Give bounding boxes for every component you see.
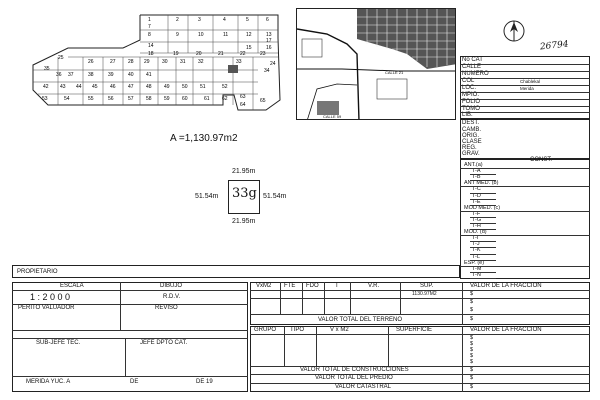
lot-label: 8: [148, 32, 151, 38]
land-total-label: VALOR TOTAL DEL TERRENO: [318, 317, 403, 323]
lot-label: 44: [76, 84, 82, 90]
land-header: FDO: [306, 283, 319, 289]
const-row-label: T-D: [472, 192, 481, 199]
build-dollar: $: [470, 335, 474, 341]
lot-label: 28: [128, 59, 134, 65]
land-fraction-header: VALOR DE LA FRACCION: [470, 283, 542, 289]
propietario-box: [12, 265, 460, 278]
lot-label: 31: [180, 59, 186, 65]
land-header: FTE: [284, 283, 296, 289]
land-header: SUP.: [420, 283, 434, 289]
lot-label: 57: [128, 96, 134, 102]
total-dollar: $: [470, 375, 474, 381]
valor-catastral-label: VALOR CATASTRAL: [335, 384, 392, 390]
lot-label: 37: [68, 72, 74, 78]
lot-label: 23: [260, 51, 266, 57]
const-row-label: T-N: [472, 271, 481, 278]
lot-label: 45: [92, 84, 98, 90]
lot-label: 13: [266, 32, 272, 38]
lot-label: 50: [182, 84, 188, 90]
lot-label: 12: [246, 32, 252, 38]
location-map: [296, 8, 456, 120]
area-text: A =1,130.97m2: [170, 133, 238, 144]
lot-label: 64: [240, 102, 246, 108]
lot-label: 10: [198, 32, 204, 38]
const-row-divider: [470, 223, 496, 224]
const-row-label: T-F: [472, 210, 481, 217]
field-label: FOLIO: [462, 99, 481, 105]
lot-number: 33g: [232, 186, 257, 201]
lot-label: 59: [164, 96, 170, 102]
street-label: CALLE 59: [323, 114, 342, 119]
field-label: LIB.: [462, 112, 473, 118]
lot-label: 6: [266, 17, 269, 23]
lot-label: 33: [236, 59, 242, 65]
lot-label: 18: [148, 51, 154, 57]
lot-label: 56: [108, 96, 114, 102]
lot-label: 61: [204, 96, 210, 102]
lot-label: 51: [200, 84, 206, 90]
build-dollar: $: [470, 353, 474, 359]
lot-label: 38: [88, 72, 94, 78]
lot-top-dimension: 21.95m: [232, 168, 256, 175]
subjefe-label: SUB-JEFE TEC.: [36, 340, 81, 346]
field-label: NUMERO: [462, 71, 489, 77]
lot-label: 41: [146, 72, 152, 78]
dest-label: CAMB.: [462, 127, 482, 133]
field-label: CALLE: [462, 64, 482, 70]
dest-label: CLASE: [462, 139, 482, 145]
lot-label: 30: [162, 59, 168, 65]
drawing-value: R.D.V.: [163, 294, 181, 300]
const-row-label: ESP. (e): [464, 259, 485, 266]
const-row-label: T-I: [472, 235, 479, 242]
lot-label: 62: [222, 96, 228, 102]
dest-label: GRAV.: [462, 151, 480, 157]
lot-label: 40: [128, 72, 134, 78]
lot-label: 42: [43, 84, 49, 90]
folio-stamp: 26794: [539, 39, 570, 53]
lot-label: 5: [246, 17, 249, 23]
lot-label: 21: [218, 51, 224, 57]
street-label: CALLE 21: [385, 70, 404, 75]
const-row-divider: [470, 241, 496, 242]
jefe-label: JEFE DPTO CAT.: [140, 340, 188, 346]
footer-de-year: DE 19: [196, 379, 213, 385]
const-row-divider: [460, 266, 590, 267]
lot-label: 39: [108, 72, 114, 78]
lot-label: 20: [196, 51, 202, 57]
const-row-divider: [460, 235, 590, 236]
const-row-label: T-L: [472, 253, 480, 260]
const-row-label: ANT.(a): [464, 162, 483, 168]
lot-label: 1: [148, 17, 151, 23]
const-row-divider: [470, 174, 496, 175]
lot-label: 29: [144, 59, 150, 65]
lot-label: 65: [260, 98, 266, 104]
land-dollar: $: [470, 291, 474, 297]
build-header: GRUPO: [254, 327, 277, 333]
footer-de: DE: [130, 379, 139, 385]
land-sup-value: 1130.97M2: [412, 291, 437, 297]
block-map: [28, 10, 288, 115]
const-row-divider: [470, 180, 496, 181]
land-dollar: $: [470, 307, 474, 313]
field-label: No CAT: [462, 57, 483, 63]
const-row-label: T-M: [472, 265, 482, 272]
const-row-divider: [470, 229, 496, 230]
lot-label: 11: [223, 32, 229, 38]
lot-label: 60: [182, 96, 188, 102]
const-row-divider: [460, 168, 590, 169]
const-row-divider: [470, 254, 496, 255]
build-header: TIPO: [290, 327, 305, 333]
const-row-label: T-K: [472, 247, 481, 254]
scale-value: 1 : 2 0 0 0: [30, 292, 71, 302]
lot-bottom-dimension: 21.95m: [232, 218, 256, 225]
const-row-divider: [470, 217, 496, 218]
lot-label: 53: [42, 96, 48, 102]
lot-diagram: [190, 166, 300, 230]
lot-label: 9: [176, 32, 179, 38]
lot-label: 52: [222, 84, 228, 90]
lot-label: 63: [240, 94, 246, 100]
const-row-divider: [470, 260, 496, 261]
lot-label: 35: [44, 66, 50, 72]
lot-right-dimension: 51.54m: [263, 193, 287, 200]
build-fraction-header: VALOR DE LA FRACCION: [470, 327, 542, 333]
perito-label: PERITO VALUADOR: [18, 305, 75, 311]
const-row-divider: [470, 278, 496, 279]
total-predio-label: VALOR TOTAL DEL PREDIO: [315, 375, 393, 381]
land-dollar: $: [470, 316, 474, 322]
selected-lot-marker: [228, 65, 238, 73]
land-header: I: [336, 283, 338, 289]
field-value: Chablekal: [520, 79, 541, 84]
const-row-label: T-G: [472, 216, 482, 223]
lot-label: 43: [60, 84, 66, 90]
lot-label: 26: [88, 59, 94, 65]
build-dollar: $: [470, 347, 474, 353]
const-row-label: T-E: [472, 198, 481, 205]
build-dollar: $: [470, 341, 474, 347]
lot-label: 16: [266, 45, 272, 51]
lot-label: 36: [56, 72, 62, 78]
lot-label: 25: [58, 55, 64, 61]
const-row-label: MOD MED. (c): [464, 204, 501, 211]
lot-label: 14: [148, 43, 154, 49]
land-header: VxM2: [256, 283, 272, 289]
drawing-label: DIBUJO: [160, 283, 183, 289]
lot-label: 17: [266, 38, 272, 44]
lot-label: 48: [146, 84, 152, 90]
const-row-divider: [470, 247, 496, 248]
dest-label: REG.: [462, 145, 477, 151]
lot-label: 3: [198, 17, 201, 23]
reviso-label: REVISO: [155, 305, 178, 311]
field-value: Merida: [520, 86, 534, 91]
propietario-label: PROPIETARIO: [17, 269, 58, 275]
const-row-divider: [460, 186, 590, 187]
dest-label: DEST.: [462, 120, 480, 126]
lot-label: 32: [198, 59, 204, 65]
build-dollar: $: [470, 367, 474, 373]
lot-label: 24: [270, 61, 276, 67]
lot-label: 27: [110, 59, 116, 65]
build-header: V x M2: [330, 327, 349, 333]
lot-label: 46: [110, 84, 116, 90]
lot-label: 4: [223, 17, 226, 23]
const-row-divider: [470, 205, 496, 206]
field-label: COL: [462, 78, 475, 84]
lot-label: 55: [88, 96, 94, 102]
const-row-divider: [470, 193, 496, 194]
lot-label: 47: [128, 84, 134, 90]
lot-label: 58: [146, 96, 152, 102]
lot-label: 15: [246, 45, 252, 51]
lot-label: 49: [164, 84, 170, 90]
footer-city: MERIDA YUC. A: [26, 379, 71, 385]
lot-label: 19: [173, 51, 179, 57]
const-row-divider: [470, 199, 496, 200]
land-dollar: $: [470, 299, 474, 305]
const-row-divider: [470, 272, 496, 273]
lot-label: 34: [264, 68, 270, 74]
lot-label: 2: [176, 17, 179, 23]
field-label: TOMO: [462, 106, 480, 112]
const-row-divider: [460, 211, 590, 212]
field-label: LOC.: [462, 85, 477, 91]
field-label: MPIO.: [462, 92, 480, 98]
const-row-label: ANT MED. (b): [464, 180, 499, 187]
total-dollar: $: [470, 384, 474, 390]
build-dollar: $: [470, 359, 474, 365]
const-row-label: T-B: [472, 174, 481, 181]
north-arrow-icon: [503, 20, 525, 42]
lot-label: 7: [148, 24, 151, 30]
lot-label: 54: [64, 96, 70, 102]
dest-label: ORIG.: [462, 133, 480, 139]
build-header: SUPERFICIE: [396, 327, 433, 333]
const-title: CONST.: [530, 157, 553, 163]
lot-label: 22: [240, 51, 246, 57]
const-row-label: T-H: [472, 223, 481, 229]
const-row-label: T-C: [472, 186, 481, 193]
location-map-drawing: [297, 9, 456, 120]
const-row-label: T-J: [472, 241, 480, 248]
scale-label: ESCALA: [60, 283, 84, 289]
lot-left-dimension: 51.54m: [195, 193, 219, 200]
const-row-label: T-A: [472, 168, 481, 175]
total-const-label: VALOR TOTAL DE CONSTRUCCIONES: [300, 367, 409, 373]
land-header: V.R.: [368, 283, 380, 289]
const-row-label: MOD. (d): [464, 229, 487, 236]
